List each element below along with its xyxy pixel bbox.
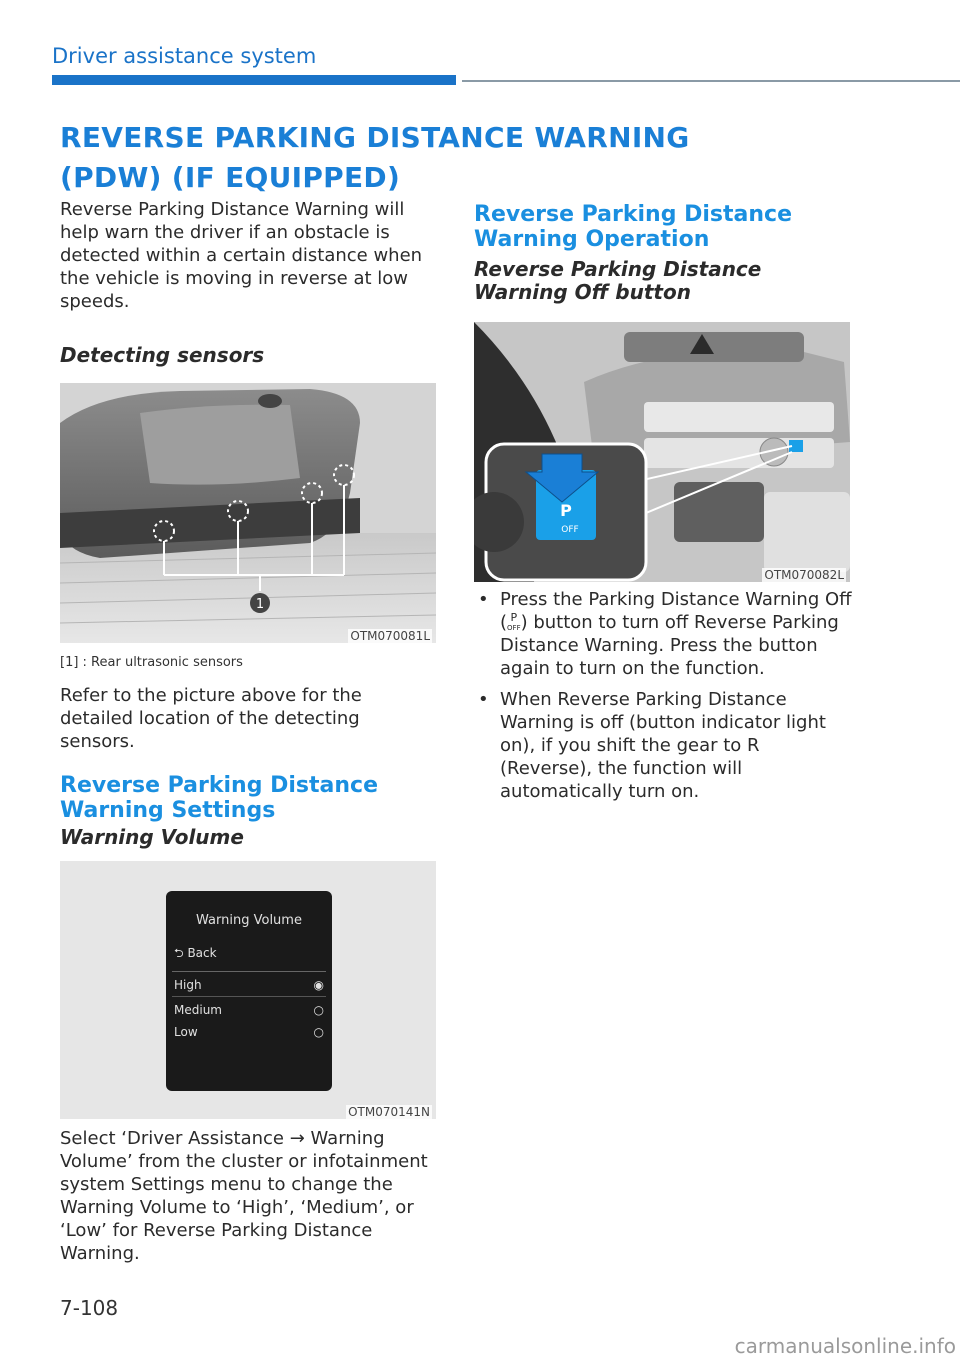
right-column (474, 198, 852, 811)
option-label: Low (174, 1025, 198, 1039)
radio-empty-icon: ○ (313, 1025, 324, 1039)
bullet-text-before: Press the Parking Distance Warning Off ( (500, 589, 852, 633)
dashboard-illustration (474, 322, 850, 582)
figure-code: OTM070082L (764, 568, 844, 582)
back-arrow-icon: ⮌ (174, 946, 184, 960)
operation-heading: Reverse Parking Distance Warning Operation (474, 202, 793, 252)
off-button-heading: Reverse Parking Distance Warning Off button (474, 257, 762, 304)
detecting-paragraph: Refer to the picture above for the detailed location of the detecting sensors. (60, 685, 362, 752)
off-button-figure (474, 322, 850, 582)
screen-option-low (174, 1025, 324, 1039)
cluster-screen (166, 891, 332, 1091)
bullet-text-after: ) button to turn off Reverse Parking Distance Warning. Press the button again to turn on the function. (500, 612, 839, 679)
figure-code: OTM070081L (350, 629, 430, 643)
warning-volume-heading: Warning Volume (60, 825, 244, 849)
detecting-sensors-heading: Detecting sensors (60, 343, 265, 367)
intro-paragraph: Reverse Parking Distance Warning will help warn the driver if an obstacle is detected within a certain distance when the vehicle is moving in reverse at low speeds. (60, 199, 423, 312)
option-label: High (174, 978, 202, 992)
rear-sensors-figure (60, 383, 436, 643)
bullet-dot: • (478, 689, 489, 710)
main-heading: REVERSE PARKING DISTANCE WARNING (PDW) (IF EQUIPPED) (60, 121, 690, 194)
button-off-label: OFF (561, 525, 579, 535)
rear-car-illustration (60, 383, 436, 643)
svg-text:P: P (560, 501, 572, 520)
option-label: Medium (174, 1003, 222, 1017)
settings-heading: Reverse Parking Distance Warning Settings (60, 773, 379, 823)
header-title: Driver assistance system (52, 44, 317, 68)
radio-empty-icon: ○ (313, 1003, 324, 1017)
bullet-text: When Reverse Parking Distance Warning is off (button indicator light on), if you shift the gear to R (Reverse), the function will automatically turn on. (500, 689, 826, 802)
list-item (474, 588, 852, 680)
header-rule-thick (52, 75, 456, 85)
list-item (474, 688, 852, 803)
back-label: Back (187, 946, 217, 960)
warning-volume-figure (60, 861, 436, 1119)
operation-bullets (474, 588, 852, 803)
screen-back (174, 944, 332, 965)
figure-caption: [1] : Rear ultrasonic sensors (60, 655, 243, 670)
figure-code: OTM070141N (348, 1105, 430, 1119)
header-rule-thin (462, 80, 960, 82)
pdw-off-icon: P OFF (507, 611, 521, 632)
sensor-callout: 1 (255, 597, 265, 612)
radio-selected-icon: ◉ (313, 978, 324, 992)
screen-title: Warning Volume (196, 913, 302, 928)
bullet-dot: • (478, 589, 489, 610)
screen-option-high (174, 978, 324, 992)
settings-paragraph: Select ‘Driver Assistance → Warning Volume’ from the cluster or infotainment system Settings menu to change the Warning Volume to ‘High’, ‘Medium’, or ‘Low’ for Reverse Parking Distance Warning. (60, 1128, 428, 1264)
screen-option-medium (174, 1003, 324, 1017)
left-column (60, 198, 438, 1265)
page-number: 7-108 (60, 1296, 119, 1320)
watermark: carmanualsonline.info (734, 1334, 956, 1358)
